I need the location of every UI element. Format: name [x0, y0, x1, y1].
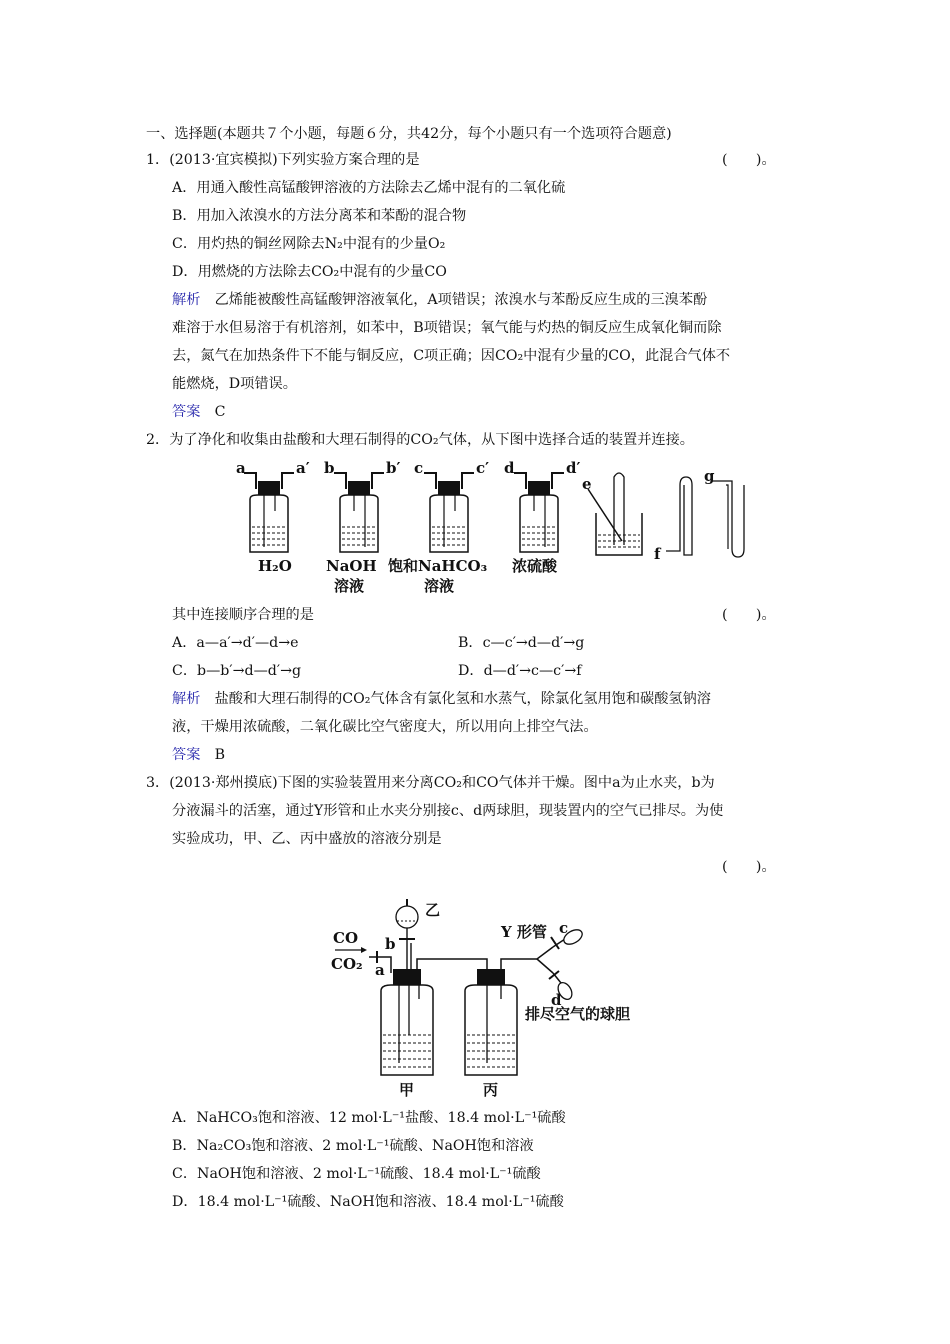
port-label-d: d [504, 459, 515, 477]
q3-separatory-funnel [396, 899, 418, 975]
q1-option-a: A．用通入酸性高锰酸钾溶液的方法除去乙烯中混有的二氧化硫 [172, 180, 566, 196]
q3-label-d: d [551, 991, 562, 1009]
q2-analysis-text-1: 盐酸和大理石制得的CO₂气体含有氯化氢和水蒸气，除氯化氢用饱和碳酸氢钠溶 [200, 691, 711, 707]
q1-answer-blank: ( )。 [722, 152, 776, 168]
q3-label-b: b [385, 935, 396, 953]
q2-answer-value: B [214, 747, 226, 763]
q3-option-a: A．NaHCO₃饱和溶液、12 mol·L⁻¹盐酸、18.4 mol·L⁻¹硫酸 [172, 1110, 566, 1126]
bottle-label-naoh-solution: 溶液 [334, 577, 365, 595]
q3-option-d: D．18.4 mol·L⁻¹硫酸、NaOH饱和溶液、18.4 mol·L⁻¹硫酸 [172, 1194, 564, 1210]
q2-tube-f [666, 477, 692, 555]
q3-label-co2: CO₂ [331, 955, 363, 973]
q3-answer-blank: ( )。 [722, 859, 776, 875]
port-label-d-prime: d′ [566, 459, 581, 477]
q1-answer-label: 答案 [172, 404, 201, 420]
q3-bottle-jia [381, 969, 433, 1075]
q3-label-co: CO [333, 929, 359, 947]
q2-option-b: B．c—c′→d—d′→g [458, 635, 585, 651]
q2-bottle-nahco3 [424, 473, 474, 552]
q2-stem: 2．为了净化和收集由盐酸和大理石制得的CO₂气体，从下图中选择合适的装置并连接。 [146, 432, 694, 448]
q1-analysis-label: 解析 [172, 292, 201, 308]
q2-bottle-h2o [244, 473, 294, 552]
q3-option-c: C．NaOH饱和溶液、2 mol·L⁻¹硫酸、18.4 mol·L⁻¹硫酸 [172, 1166, 541, 1182]
q2-answer-blank: ( )。 [722, 607, 776, 623]
q3-connector-tube [417, 959, 487, 969]
q2-bottle-h2so4 [514, 473, 564, 552]
port-label-c-prime: c′ [476, 459, 490, 477]
port-label-g: g [704, 467, 715, 485]
q1-option-c: C．用灼热的铜丝网除去N₂中混有的少量O₂ [172, 236, 446, 252]
q1-option-d: D．用燃烧的方法除去CO₂中混有的少量CO [172, 264, 447, 280]
q3-apparatus-figure [325, 895, 665, 1105]
q3-stem-line-2: 分液漏斗的活塞，通过Y形管和止水夹分别接c、d两球胆，现装置内的空气已排尽。为使 [172, 803, 724, 819]
q3-label-jia: 甲 [399, 1081, 415, 1099]
q2-tube-g [712, 481, 744, 557]
port-label-a-prime: a′ [296, 459, 310, 477]
port-label-c: c [414, 459, 424, 477]
q2-water-trough [588, 473, 642, 555]
q2-answer-line [172, 745, 225, 765]
q1-option-b: B．用加入浓溴水的方法分离苯和苯酚的混合物 [172, 208, 467, 224]
q2-analysis-line-1 [172, 689, 711, 709]
q2-bottle-naoh [334, 473, 384, 552]
q2-sub-stem: 其中连接顺序合理的是 [172, 607, 314, 623]
q3-label-bing: 丙 [483, 1081, 499, 1099]
q3-label-c: c [559, 919, 569, 937]
port-label-b: b [324, 459, 335, 477]
q3-label-a: a [375, 961, 385, 979]
q2-apparatus-figure [230, 455, 750, 600]
bottle-label-nahco3-solution: 溶液 [424, 577, 455, 595]
q3-stem-line-1: 3．(2013·郑州摸底)下图的实验装置用来分离CO₂和CO气体并干燥。图中a为止水夹，b为 [146, 775, 715, 791]
q3-stem-line-3: 实验成功，甲、乙、丙中盛放的溶液分别是 [172, 831, 442, 847]
q2-option-d: D．d—d′→c—c′→f [458, 663, 582, 679]
port-label-f: f [654, 545, 661, 563]
q3-option-b: B．Na₂CO₃饱和溶液、2 mol·L⁻¹硫酸、NaOH饱和溶液 [172, 1138, 534, 1154]
q1-answer-value: C [214, 404, 226, 420]
q3-label-yi: 乙 [425, 901, 441, 919]
q2-analysis-line-2: 液，干燥用浓硫酸，二氧化碳比空气密度大，所以用向上排空气法。 [172, 719, 598, 735]
bottle-label-naoh: NaOH [326, 557, 377, 575]
q3-label-y-tube: Y 形管 [501, 923, 547, 941]
bottle-label-h2o: H₂O [258, 557, 292, 575]
bottle-label-h2so4: 浓硫酸 [512, 557, 558, 575]
q2-option-c: C．b—b′→d—d′→g [172, 663, 302, 679]
section-header: 一、选择题(本题共７个小题，每题６分，共42分，每个小题只有一个选项符合题意) [146, 126, 672, 142]
q1-analysis-line-3: 去，氮气在加热条件下不能与铜反应，C项正确；因CO₂中混有少量的CO，此混合气体不 [172, 348, 731, 364]
q1-analysis-line-2: 难溶于水但易溶于有机溶剂，如苯中，B项错误；氧气能与灼热的铜反应生成氧化铜而除 [172, 320, 722, 336]
bottle-label-nahco3: 饱和NaHCO₃ [388, 557, 488, 575]
q2-option-a: A．a—a′→d′—d→e [172, 635, 299, 651]
q2-analysis-label: 解析 [172, 691, 201, 707]
q2-answer-label: 答案 [172, 747, 201, 763]
q3-label-balloon: 排尽空气的球胆 [525, 1005, 631, 1023]
q3-bottle-bing [465, 969, 517, 1075]
q1-analysis-line-1 [172, 290, 707, 310]
q1-answer-line [172, 402, 225, 422]
port-label-b-prime: b′ [386, 459, 401, 477]
port-label-e: e [582, 475, 592, 493]
q1-analysis-line-4: 能燃烧，D项错误。 [172, 376, 297, 392]
port-label-a: a [236, 459, 246, 477]
q1-stem: 1．(2013·宜宾模拟)下列实验方案合理的是 [146, 152, 420, 168]
q1-analysis-text-1: 乙烯能被酸性高锰酸钾溶液氧化，A项错误；浓溴水与苯酚反应生成的三溴苯酚 [200, 292, 708, 308]
